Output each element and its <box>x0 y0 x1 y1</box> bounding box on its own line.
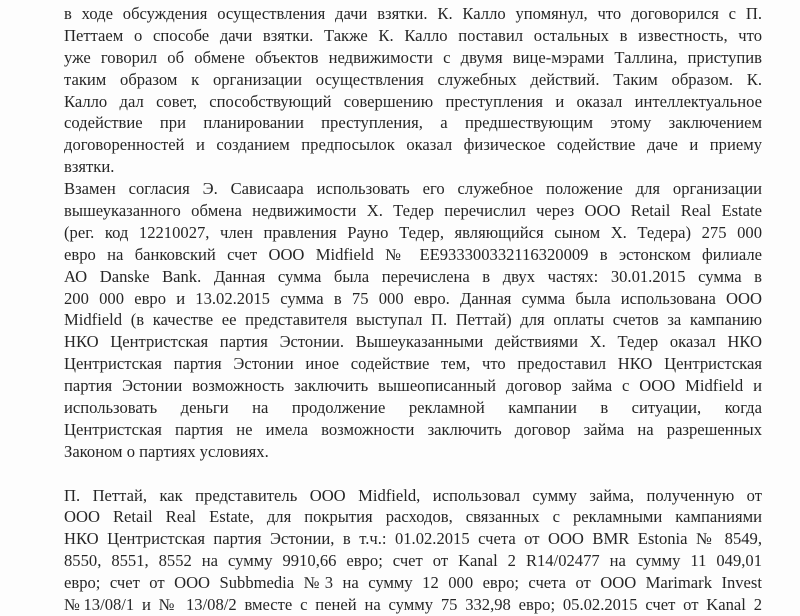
text-line: в ходе обсуждения осуществления дачи взятки. К. Калло упомянул, что договорился с П. <box>64 4 762 23</box>
text-line: Петтаем о способе дачи взятки. Также К. Калло поставил остальных в известность, что <box>64 25 762 45</box>
text-line: таким образом к организации осуществления служебных действий. Таким образом. К. <box>64 69 762 89</box>
text-line: использовать деньги на продолжение рекламной кампании в ситуации, когда <box>64 398 762 418</box>
text-line: НКО Центристская партия Эстонии, в т.ч.: 01.02.2015 счета от ООО BMR Estonia № 8549, <box>64 529 762 549</box>
text-line: 200 000 евро и 13.02.2015 сумма в 75 000 евро. Данная сумма была использована ООО <box>64 288 762 308</box>
text-line: евро; счет от ООО Subbmedia №3 на сумму 12 000 евро; счета от ООО Marimark Invest <box>64 573 762 593</box>
text-line: взятки. <box>64 157 115 177</box>
text-line: НКО Центристская партия Эстонии. Вышеуказанными действиями Х. Тедер оказал НКО <box>64 332 762 352</box>
text-line: (рег. код 12210027, член правления Рауно Тедер, являющийся сыном Х. Тедера) 275 000 <box>64 222 762 242</box>
paragraph <box>64 3 762 178</box>
text-line: вышеуказанного обмена недвижимости Х. Тедер перечислил через ООО Retail Real Estate <box>64 201 762 221</box>
text-line: Центристская партия не имела возможности заключить договор займа на разрешенных <box>64 419 762 439</box>
text-line: Законом о партиях условиях. <box>64 441 269 461</box>
document-page <box>64 3 762 616</box>
text-line: договоренностей и созданием предпосылок оказал физическое содействие даче и приему <box>64 135 762 155</box>
text-line: 8550, 8551, 8552 на сумму 9910,66 евро; счет от Kanal 2 R14/02477 на сумму 11 049,01 <box>64 551 762 571</box>
paragraph <box>64 485 762 616</box>
text-line: партия Эстонии возможность заключить вышеописанный договор займа с ООО Midfield и <box>64 376 762 396</box>
paragraph <box>64 178 762 463</box>
paragraph-spacer <box>64 463 762 485</box>
text-line: содействие при планировании преступления, а предшествующим этому заключением <box>64 113 762 133</box>
text-line: П. Петтай, как представитель ООО Midfield, использовал сумму займа, полученную от <box>64 485 762 505</box>
text-line: ООО Retail Real Estate, для покрытия расходов, связанных с рекламными кампаниями <box>64 507 762 527</box>
text-line: уже говорил об обмене объектов недвижимости с двумя вице-мэрами Таллина, приступив <box>64 47 762 67</box>
text-line: Midfield (в качестве ее представителя выступал П. Петтай) для оплаты счетов за кампанию <box>64 310 762 330</box>
text-line: Центристская партия Эстонии иное содействие тем, что предоставил НКО Центристская <box>64 354 762 374</box>
text-line: №13/08/1 и № 13/08/2 вместе с пеней на сумму 75 332,98 евро; 05.02.2015 счет от Kanal 2 <box>64 595 762 615</box>
text-line: Калло дал совет, способствующий совершению преступления и оказал интеллектуальное <box>64 91 762 111</box>
text-line: Взамен согласия Э. Сависаара использовать его служебное положение для организации <box>64 179 762 199</box>
text-line: АО Danske Bank. Данная сумма была перечислена в двух частях: 30.01.2015 сумма в <box>64 266 762 286</box>
text-line: евро на банковский счет ООО Midfield № EE933300332116320009 в эстонском филиале <box>64 244 762 264</box>
